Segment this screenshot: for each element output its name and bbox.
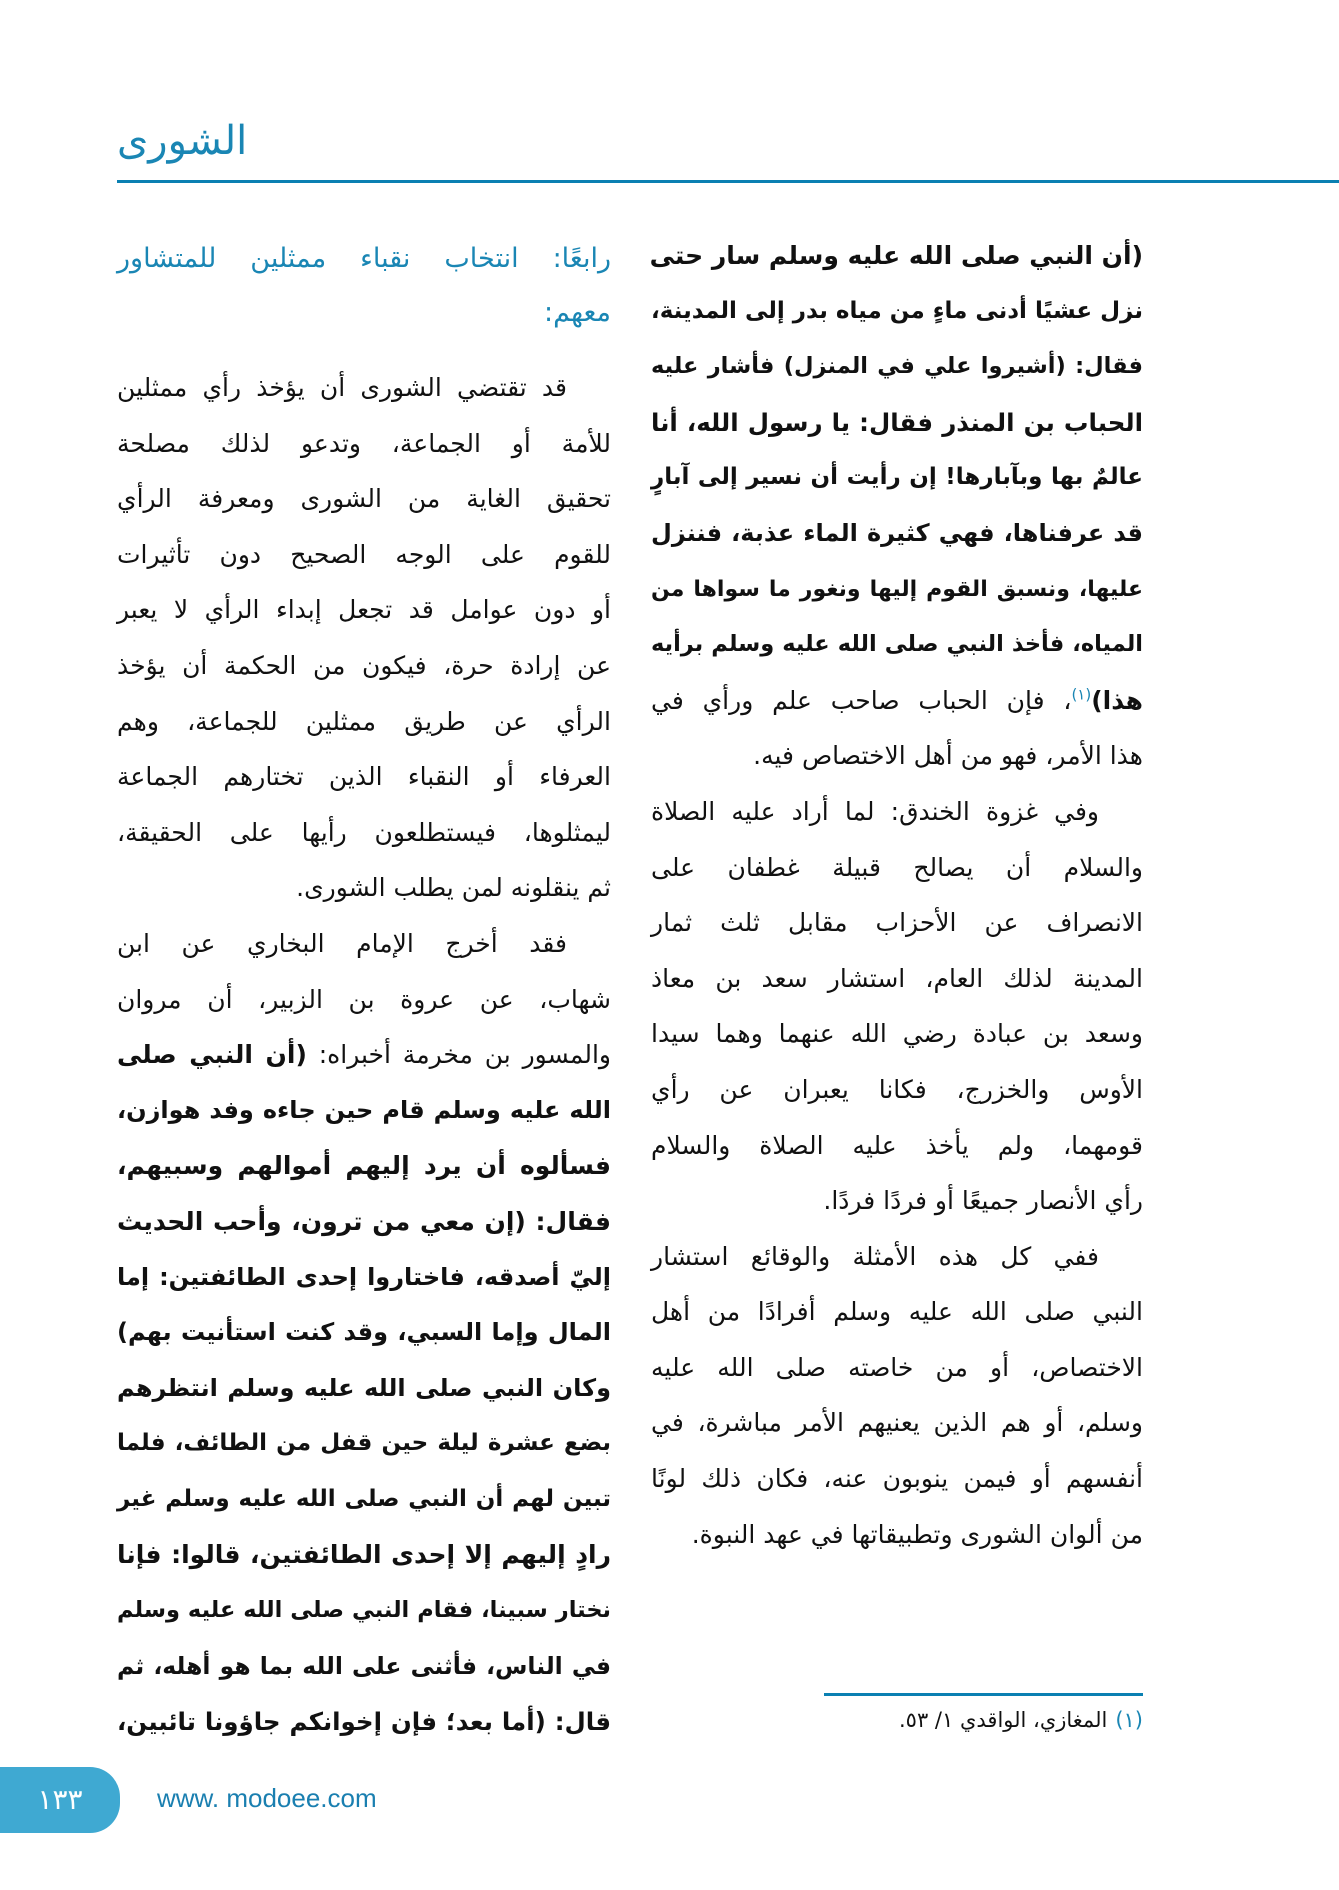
text-line (117, 805, 611, 861)
text-segment: الأوس والخزرج، فكانا يعبران عن رأي (651, 1074, 1143, 1104)
header-divider (117, 180, 1339, 183)
text-line (117, 972, 611, 1028)
text-line (651, 1062, 1143, 1118)
text-segment: ثم ينقلونه لمن يطلب الشورى. (296, 873, 611, 903)
text-line (117, 1583, 611, 1639)
text-line (651, 506, 1143, 562)
text-line (117, 1027, 611, 1083)
text-segment: تبين لهم أن النبي صلى الله عليه وسلم غير (117, 1485, 611, 1512)
text-segment: شهاب، عن عروة بن الزبير، أن مروان (117, 984, 611, 1014)
text-segment: عن إرادة حرة، فيكون من الحكمة أن يؤخذ (117, 650, 611, 680)
text-line (651, 228, 1143, 284)
text-line (117, 416, 611, 472)
text-line (117, 860, 611, 916)
text-segment: نختار سبينا، فقام النبي صلى الله عليه وسلم (117, 1597, 611, 1624)
text-segment: للأمة أو الجماعة، وتدعو لذلك مصلحة (117, 428, 611, 458)
text-line (651, 728, 1143, 784)
text-segment: في الناس، فأثنى على الله بما هو أهله، ثم (117, 1651, 611, 1680)
text-line (651, 450, 1143, 506)
text-segment: قومهما، ولم يأخذ عليه الصلاة والسلام (651, 1130, 1143, 1160)
text-line (651, 1451, 1143, 1507)
text-segment: هذا الأمر، فهو من أهل الاختصاص فيه. (753, 741, 1143, 771)
text-line (117, 1194, 611, 1250)
text-segment: فقال: (إن معي من ترون، وأحب الحديث (117, 1206, 611, 1236)
footnote-number: (١) (1115, 1708, 1143, 1732)
text-segment: عليها، ونسبق القوم إليها ونغور ما سواها من (651, 576, 1143, 602)
text-segment: وسعد بن عبادة رضي الله عنهما وهما سيدا (651, 1019, 1143, 1049)
text-line (117, 694, 611, 750)
text-segment: الانصراف عن الأحزاب مقابل ثلث ثمار (651, 908, 1143, 938)
text-segment: العرفاء أو النقباء الذين تختارهم الجماعة (117, 762, 611, 792)
text-segment: (أن النبي صلى الله عليه وسلم سار حتى (649, 241, 1143, 270)
text-segment: فسألوه أن يرد إليهم أموالهم وسبيهم، (117, 1151, 611, 1181)
text-segment: النبي صلى الله عليه وسلم أفرادًا من أهل (651, 1297, 1143, 1327)
text-line (117, 1083, 611, 1139)
section-heading-line: معهم: (544, 297, 611, 328)
text-line (117, 1639, 611, 1695)
text-line (651, 1118, 1143, 1174)
text-line (651, 1173, 1143, 1229)
text-line (651, 1006, 1143, 1062)
text-segment: المال وإما السبي، وقد كنت استأنيت بهم) (117, 1318, 611, 1347)
text-line (651, 673, 1143, 729)
text-segment: رادٍ إليهم إلا إحدى الطائفتين، قالوا: فإنا (117, 1540, 611, 1570)
text-line (651, 1229, 1143, 1285)
text-line (117, 1138, 611, 1194)
text-segment: المياه، فأخذ النبي صلى الله عليه وسلم برأيه (651, 631, 1143, 658)
text-segment: تحقيق الغاية من الشورى ومعرفة الرأي (117, 484, 611, 514)
text-segment: الرأي عن طريق ممثلين للجماعة، وهم (117, 706, 611, 736)
text-segment: للقوم على الوجه الصحيح دون تأثيرات (117, 539, 611, 569)
text-segment: وكان النبي صلى الله عليه وسلم انتظرهم (117, 1373, 611, 1402)
text-line (117, 638, 611, 694)
text-segment: أنفسهم أو فيمن ينوبون عنه، فكان ذلك لونًا (651, 1464, 1143, 1494)
text-segment: بضع عشرة ليلة حين قفل من الطائف، فلما (117, 1430, 611, 1457)
text-segment: الحباب بن المنذر فقال: يا رسول الله، أنا (651, 407, 1143, 437)
text-segment: وسلم، أو هم الذين يعنيهم الأمر مباشرة، في (651, 1408, 1143, 1438)
text-segment: عالمٌ بها وبآبارها! إن رأيت أن نسير إلى آبارٍ (651, 464, 1143, 491)
text-segment: والسلام أن يصالح قبيلة غطفان على (651, 852, 1143, 882)
text-segment: نزل عشيًا أدنى ماءٍ من مياه بدر إلى المدينة، (651, 297, 1143, 324)
text-segment: من ألوان الشورى وتطبيقاتها في عهد النبوة. (691, 1519, 1143, 1549)
text-line (651, 1395, 1143, 1451)
text-line (117, 1416, 611, 1472)
text-line (117, 582, 611, 638)
text-line (117, 916, 611, 972)
text-segment: الاختصاص، أو من خاصته صلى الله عليه (651, 1352, 1143, 1382)
text-line (651, 395, 1143, 451)
text-line (117, 1527, 611, 1583)
footnote-text: المغازي، الواقدي ١/ ٥٣. (898, 1708, 1108, 1732)
text-segment: الله عليه وسلم قام حين جاءه وفد هوازن، (117, 1095, 611, 1124)
text-line (651, 339, 1143, 395)
text-segment: إليّ أصدقه، فاختاروا إحدى الطائفتين: إما (117, 1262, 611, 1291)
text-line (117, 471, 611, 527)
text-line (117, 1472, 611, 1528)
text-line (651, 284, 1143, 340)
footnote (824, 1708, 1143, 1732)
text-line (651, 951, 1143, 1007)
text-segment: ليمثلوها، فيستطلعون رأيها على الحقيقة، (117, 817, 611, 847)
website-link[interactable]: www. modoee.com (157, 1783, 377, 1813)
footnote-reference[interactable]: (١) (1071, 685, 1092, 704)
text-segment: وفي غزوة الخندق: لما أراد عليه الصلاة (651, 796, 1099, 826)
text-line (117, 1250, 611, 1306)
text-line (651, 784, 1143, 840)
text-line (651, 617, 1143, 673)
text-line (651, 562, 1143, 618)
text-segment: فقد أخرج الإمام البخاري عن ابن (117, 928, 567, 958)
text-segment: قال: (أما بعد؛ فإن إخوانكم جاؤونا تائبين، (117, 1707, 611, 1737)
text-segment: فقال: (أشيروا علي في المنزل) فأشار عليه (651, 353, 1143, 380)
text-line (117, 749, 611, 805)
right-column (651, 228, 1143, 1562)
text-line (651, 840, 1143, 896)
text-line (117, 360, 611, 416)
text-segment: ، فإن الحباب صاحب علم ورأي في (651, 685, 1072, 715)
text-segment: (أن النبي صلى (117, 1040, 307, 1070)
running-header-title: الشورى (117, 118, 248, 164)
text-segment: رأي الأنصار جميعًا أو فردًا فردًا. (823, 1186, 1143, 1216)
text-line (651, 895, 1143, 951)
text-line (117, 527, 611, 583)
page-number-badge: ١٣٣ (0, 1767, 120, 1833)
text-line (651, 1284, 1143, 1340)
text-segment: المدينة لذلك العام، استشار سعد بن معاذ (651, 963, 1143, 993)
text-segment: أو دون عوامل قد تجعل إبداء الرأي لا يعبر (117, 595, 611, 625)
text-segment: قد عرفناها، فهي كثيرة الماء عذبة، فننزل (651, 518, 1143, 547)
footnote-divider (824, 1693, 1143, 1696)
text-segment: ففي كل هذه الأمثلة والوقائع استشار (651, 1241, 1099, 1271)
text-line (651, 1340, 1143, 1396)
section-heading-line: رابعًا: انتخاب نقباء ممثلين للمتشاور (117, 243, 611, 274)
text-line (117, 1305, 611, 1361)
text-line (117, 1361, 611, 1417)
text-line (651, 1507, 1143, 1563)
text-segment: هذا) (1091, 685, 1143, 715)
text-segment: والمسور بن مخرمة أخبراه: (306, 1040, 611, 1070)
text-line (117, 1694, 611, 1750)
text-segment: قد تقتضي الشورى أن يؤخذ رأي ممثلين (117, 373, 567, 402)
left-column (117, 232, 611, 1750)
